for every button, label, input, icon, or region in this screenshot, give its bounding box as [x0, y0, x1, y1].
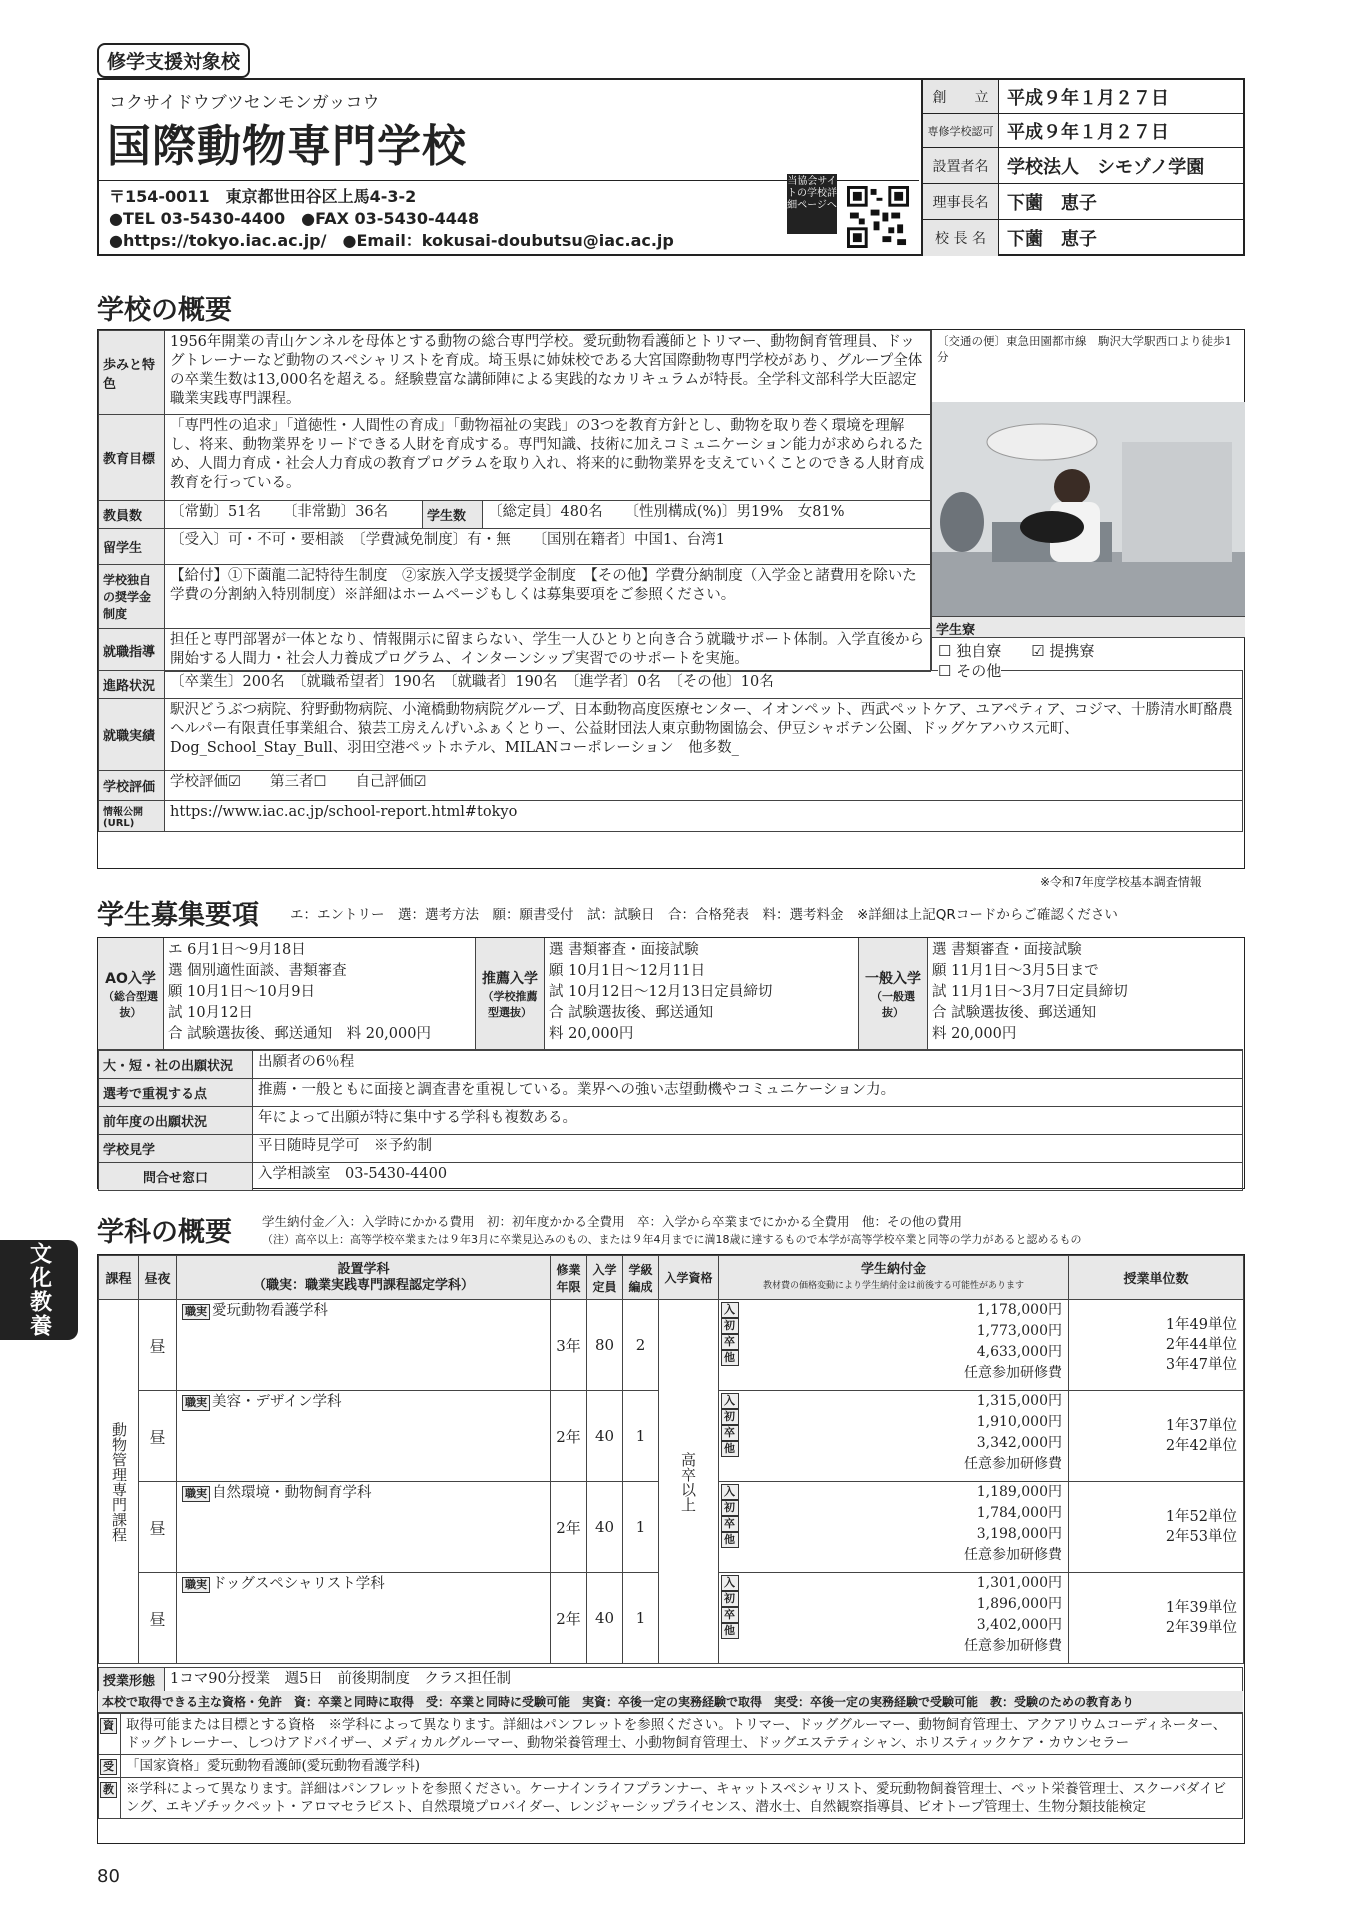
dept-row-3: 職実 ドッグスペシャリスト学科 — [177, 1573, 551, 1664]
school-header — [97, 78, 1245, 256]
students-text: 〔総定員〕480名 〔性別構成(%)〕男19% 女81% — [483, 501, 931, 529]
gen-label: 一般入学 — [865, 970, 921, 987]
info-row: 創 立 平成９年１月２７日 — [923, 80, 1245, 114]
qr-code-icon[interactable] — [847, 186, 909, 248]
tel-fax: ●TEL 03-5430-4400 ●FAX 03-5430-4448 — [109, 209, 480, 228]
info-row: 理事長名 下薗 恵子 — [923, 184, 1245, 220]
label-class-format: 授業形態 — [99, 1668, 165, 1692]
label-url: 情報公開(URL) — [99, 801, 165, 832]
recruit-legend: エ：エントリー 選：選考方法 願：願書受付 試：試験日 合：合格発表 料：選考料金 ※詳細は上記QRコードからご確認ください — [290, 907, 1118, 923]
school-photo — [932, 402, 1245, 616]
dept-row-1: 職実 美容・デザイン学科 — [177, 1391, 551, 1482]
overview-footnote: ※令和7年度学校基本調査情報 — [1040, 875, 1202, 889]
scholarship-text: 【給付】①下薗龍二記特待生制度 ②家族入学支援奨学金制度 【その他】学費分納制度（入学金と諸費用を除いた学費の分割納入特別制度）※詳細はホームページもしくは募集要項をご参照ください。 — [165, 565, 931, 629]
eval-text: 学校評価☑ 第三者☐ 自己評価☑ — [165, 771, 1243, 801]
course-name: 動物管理専門課程 — [99, 1300, 139, 1664]
overview-title: 学校の概要 — [97, 295, 232, 326]
recruit-box: AO入学 （総合型選抜） エ 6月1日～9月18日 選 個別適性面談、書類審査 願 10月1日～10月9日 試 10月12日 合 試験選抜後、郵送通知 料 20,000円 推薦入学 （学校推薦型選抜） 選 書類審査・面接試験 願 10月1日～12月11日 試 10月12日～12月13日定員締切 合 試験選抜後、郵送通知 料 20,000円 一般入学 （一般選抜） 選 書類審査・面接試験 願 11月1日～3月5日まで 試 11月1日～3月7日定員締切 合 試験選抜後、郵送通知 料 20,000円 大・短・社の出願状況 出願者の6％程 選考で重視する点 推薦・一般ともに面接と調査書を重視している。業界への強い志望動機やコミュニケーション力。 前年度の出願状況 年によって出願が特に集中する学科も複数ある。 学校見学 平日随時見学可 ※予約制 問合せ窓口 入学相談室 03-5430-4400 — [97, 937, 1245, 1189]
dept-legend: 学生納付金／入：入学時にかかる費用 初：初年度かかる全費用 卒：入学から卒業までにかかる全費用 他：その他の費用 — [262, 1214, 963, 1229]
class-format-text: 1コマ90分授業 週5日 前後期制度 クラス担任制 — [165, 1668, 1243, 1692]
rec-details: 選 書類審査・面接試験 願 10月1日～12月11日 試 10月12日～12月13日定員締切 合 試験選抜後、郵送通知 料 20,000円 — [549, 942, 773, 1042]
info-row: 専修学校認可 平成９年１月２７日 — [923, 114, 1245, 148]
dept-title: 学科の概要 — [97, 1217, 232, 1248]
school-kana: コクサイドウブツセンモンガッコウ — [109, 93, 380, 113]
dept-box: 課程 昼夜 設置学科 （職実：職業実践専門課程認定学科） 修業年限 入学定員 学級編成 入学資格 学生納付金 教材費の価格変動により学生納付金は前後する可能性があります 授業単位数 動物管理専門課程 昼 職実 愛玩動物看護学科 3年 80 2 高卒以上 入 初 卒 他 1,178,000円 1,773,000円 4,633,000円 任意参加研修費 1年49単位 2年44単位 3年47単位 昼 職実 美容・デザイン学科 2年 40 1 入 初 卒 他 1,315,000円 1,910,000円 3,342,000円 任意参加研修費 1年37単位 2年42単位 昼 職実 自然環境・動物飼育学科 2年 40 1 入 初 卒 他 1,189,000円 1,784,000円 3,198,000円 任意参加研修費 1年52単位 2年53単位 昼 職実 ドッグスペシャリスト学科 2年 40 1 入 初 卒 他 1,301,000円 1,896,000円 3,402,000円 任意参加研修費 1年39単位 2年39単位 授業形態 1コマ90分授業 週5日 前後期制度 クラス担任制 本校で取得できる主な資格・免許 資：卒業と同時に取得 受：卒業と同時に受験可能 実資：卒後一定の実務経験で取得 実受：卒後一定の実務経験で受験可能 教：受験のための教育あり 資 取得可能または目標とする資格 ※学科によって異なります。詳細はパンフレットを参照ください。トリマー、ドッググルーマー、動物飼育管理士、アクアリウムコーディネーター、ドッグトレーナー、しつけアドバイザー、メディカルグルーマー、動物栄養管理士、小動物飼育管理士、ドッグエステティシャン、ホリスティックケア・カウンセラー 受 「国家資格」愛玩動物看護師(愛玩動物看護学科) 教 ※学科によって異なります。詳細はパンフレットを参照ください。ケーナインライフプランナー、キャットスペシャリスト、愛玩動物飼養管理士、ペット栄養管理士、スクーバダイビング、エキゾチックペット・アロマセラピスト、自然環境プロバイダー、レンジャーシップライセンス、潜水士、自然観察指導員、ビオトープ管理士、生物分類技能検定 — [97, 1254, 1245, 1844]
intl-text: 〔受入〕可・不可・要相談 〔学費減免制度〕有・無 〔国別在籍者〕中国1、台湾1 — [165, 529, 931, 565]
info-row: 校 長 名 下薗 恵子 — [923, 220, 1245, 256]
dept-note: （注）高卒以上：高等学校卒業または９年3月に卒業見込みのもの、または９年4月までに満18歳に達するもので本学が高等学校卒業と同等の学力があると認めるもの — [262, 1233, 1082, 1246]
page-number: 80 — [97, 1866, 120, 1887]
dorm-other: ☐ その他 — [938, 662, 1002, 680]
label-results: 就職実績 — [99, 699, 165, 771]
label-scholarship: 学校独自の奨学金制度 — [99, 565, 165, 629]
goal-text: 「専門性の追求」「道徳性・人間性の育成」「動物福祉の実践」の3つを教育方針とし、動物を取り巻く環境を理解し、将来、動物業界をリードできる人財を育成する。専門知識、技術に加えコミュニケーション能力が求められるため、人間力育成・社会人力育成の教育プログラムを取り入れ、将来的に動物業界を支えていくことのできる人財育成教育を行っている。 — [165, 415, 931, 501]
info-row: 設置者名 学校法人 シモゾノ学園 — [923, 148, 1245, 184]
dept-row-0: 職実 愛玩動物看護学科 — [177, 1300, 551, 1391]
job-text: 担任と専門部署が一体となり、情報開示に留まらない、学生一人ひとりと向き合う就職サポート体制。入学直後から開始する人間力・社会人力養成プログラム、インターンシップ実習でのサポートを実施。 — [165, 629, 931, 672]
access-text: 〔交通の便〕東急田園都市線 駒沢大学駅西口より徒歩1分 — [937, 334, 1232, 364]
label-job: 就職指導 — [99, 629, 165, 672]
school-info-table — [921, 80, 1245, 254]
ao-label: AO入学 — [105, 970, 156, 987]
dorm-label: 学生寮 — [932, 616, 1245, 638]
web-email: ●https://tokyo.iac.ac.jp/ ●Email：kokusai-doubutsu@iac.ac.jp — [109, 231, 674, 250]
ao-details: エ 6月1日～9月18日 選 個別適性面談、書類審査 願 10月1日～10月9日 試 10月12日 合 試験選抜後、郵送通知 料 20,000円 — [168, 942, 431, 1042]
label-career: 進路状況 — [99, 671, 165, 699]
ao-sub: （総合型選抜） — [103, 989, 158, 1019]
overview-box — [97, 329, 1245, 869]
teachers-text: 〔常勤〕51名 〔非常勤〕36名 — [165, 501, 423, 529]
label-eval: 学校評価 — [99, 771, 165, 801]
label-students: 学生数 — [423, 501, 483, 529]
career-text: 〔卒業生〕200名 〔就職希望者〕190名 〔就職者〕190名 〔進学者〕0名 〔その他〕10名 — [165, 671, 1243, 699]
rec-sub: （学校推薦型選抜） — [482, 989, 538, 1019]
gen-sub: （一般選抜） — [871, 989, 915, 1019]
rec-label: 推薦入学 — [482, 970, 538, 987]
gen-details: 選 書類審査・面接試験 願 11月1日～3月5日まで 試 11月1日～3月7日定員締切 合 試験選抜後、郵送通知 料 20,000円 — [932, 942, 1128, 1042]
school-name: 国際動物専門学校 — [107, 121, 467, 172]
label-teachers: 教員数 — [99, 501, 165, 529]
label-history: 歩みと特色 — [99, 331, 165, 415]
entry-qualification: 高卒以上 — [659, 1300, 719, 1664]
results-text: 駅沢どうぶつ病院、狩野動物病院、小滝橋動物病院グループ、日本動物高度医療センター、イオンペット、西武ペットケア、ユアペティア、コジマ、十勝清水町酪農ヘルパー有限責任事業組合、猿芸工房えんげいふぁくとりー、公益財団法人東京動物園協会、伊豆シャボテン公園、ドッグケアハウス元町、Dog_School_Stay_Bull、羽田空港ペットホテル、MILANコーポレーション 他多数_ — [165, 699, 1243, 771]
qr-label: 当協会サイトの学校詳細ページへ — [787, 174, 837, 234]
dorm-options: ☐ 独自寮 ☑ 提携寮 — [938, 642, 1095, 660]
postal-address: 〒154-0011 東京都世田谷区上馬4-3-2 — [109, 187, 417, 206]
history-text: 1956年開業の青山ケンネルを母体とする動物の総合専門学校。愛玩動物看護師とトリマー、動物飼育管理員、ドッグトレーナーなど動物のスペシャリストを育成。埼玉県に姉妹校である大宮国際動物専門学校があり、グループ全体の卒業生数は13,000名を超える。経験豊富な講師陣による実践的なカリキュラムが特長。全学科文部科学大臣認定職業実践専門課程。 — [165, 331, 931, 415]
label-intl: 留学生 — [99, 529, 165, 565]
recruit-title: 学生募集要項 — [97, 900, 259, 931]
support-badge: 修学支援対象校 — [97, 43, 250, 78]
dept-row-2: 職実 自然環境・動物飼育学科 — [177, 1482, 551, 1573]
url-link[interactable]: https://www.iac.ac.jp/school-report.html#tokyo — [165, 801, 1243, 832]
license-header: 本校で取得できる主な資格・免許 資：卒業と同時に取得 受：卒業と同時に受験可能 実資：卒後一定の実務経験で取得 実受：卒後一定の実務経験で受験可能 教：受験のための教育あり — [98, 1691, 1243, 1713]
label-goal: 教育目標 — [99, 415, 165, 501]
side-tab-culture[interactable]: 文化教養 — [0, 1240, 78, 1340]
